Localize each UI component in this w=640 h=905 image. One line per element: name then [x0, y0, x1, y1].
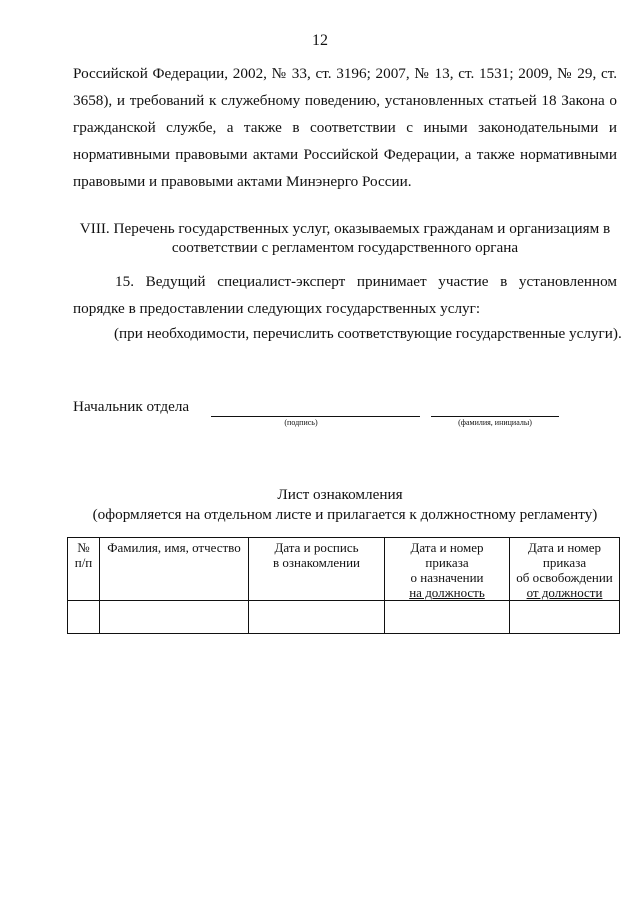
header-text: в ознакомлении: [272, 555, 360, 570]
paragraph-legal-basis: Российской Федерации, 2002, № 33, ст. 3196; 2007, № 13, ст. 1531; 2009, № 29, ст. 3658), и требований к служебному поведению, установленных статьей 18 Закона о гражданской службе, а также в соответствии с иными законодательными и нормативными правовыми актами Российской Федерации, а также нормативными правовыми и правовыми актами Минэнерго России.: [73, 65, 617, 190]
section-title: [60, 219, 630, 257]
header-text: на должность: [409, 585, 485, 600]
table-header-row: [68, 538, 620, 601]
header-text: п/п: [74, 555, 93, 570]
name-caption: (фамилия, инициалы): [458, 418, 532, 427]
acknowledgement-table: [67, 537, 620, 634]
table-cell: [249, 601, 385, 634]
signature-caption: (подпись): [284, 418, 318, 427]
acknowledgement-title: Лист ознакомления: [277, 486, 403, 503]
header-text: Фамилия, имя, отчество: [107, 540, 241, 555]
table-row: [68, 601, 620, 634]
header-text: об освобождении: [516, 570, 613, 585]
page-number: 12: [312, 32, 328, 49]
paragraph-15: 15. Ведущий специалист-эксперт принимает участие в установленном порядке в предоставлении следующих государственных услуг:: [73, 273, 617, 317]
table-cell: [68, 601, 100, 634]
header-text: Дата и номер: [410, 540, 484, 555]
signature-label: Начальник отдела: [73, 398, 190, 415]
table-cell: [385, 601, 510, 634]
table-cell: [100, 601, 249, 634]
column-header-full-name: [100, 538, 249, 601]
header-text: от должности: [526, 585, 603, 600]
column-header-dismissal-order: [510, 538, 620, 601]
header-text: приказа: [542, 555, 587, 570]
column-header-number: [68, 538, 100, 601]
table-cell: [510, 601, 620, 634]
header-text: приказа: [425, 555, 469, 570]
section-title-line-2: соответствии с регламентом государственного органа: [171, 239, 519, 256]
header-text: №: [77, 540, 90, 555]
column-header-date-signature: [249, 538, 385, 601]
name-line: [431, 416, 559, 417]
column-header-appointment-order: [385, 538, 510, 601]
paragraph-services-note: (при необходимости, перечислить соответствующие государственные услуги).: [114, 325, 622, 342]
signature-line: [211, 416, 420, 417]
section-title-line-1: VIII. Перечень государственных услуг, оказываемых гражданам и организациям в: [79, 220, 611, 237]
header-text: Дата и роспись: [274, 540, 359, 555]
acknowledgement-subtitle: (оформляется на отдельном листе и прилагается к должностному регламенту): [92, 506, 598, 523]
header-text: Дата и номер: [527, 540, 602, 555]
header-text: о назначении: [410, 570, 484, 585]
